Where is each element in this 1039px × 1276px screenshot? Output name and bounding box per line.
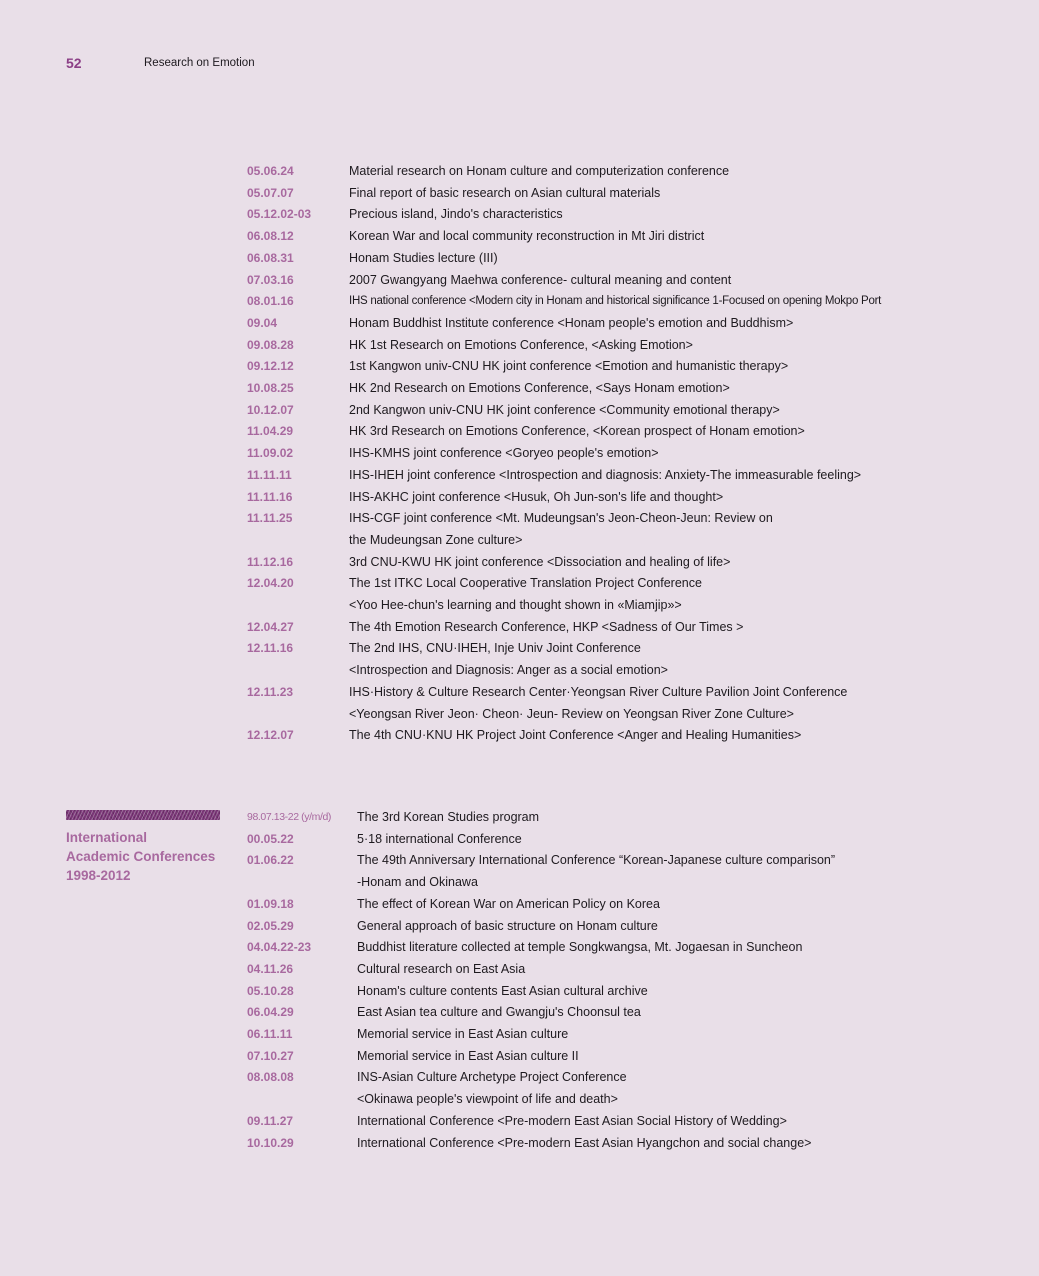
entry-title — [349, 725, 801, 747]
entry-date: 09.04 — [247, 315, 278, 330]
conference-entry — [247, 226, 881, 248]
entry-title-line: IHS-IHEH joint conference <Introspection and diagnosis: Anxiety-The immeasurable feeling> — [349, 467, 862, 482]
conference-entry — [247, 850, 835, 893]
conference-entry — [247, 1133, 835, 1155]
entry-date: 06.04.29 — [247, 1005, 294, 1020]
entry-date: 05.12.02-03 — [247, 207, 312, 222]
entry-title-line: 2nd Kangwon univ-CNU HK joint conference <Community emotional therapy> — [349, 402, 780, 417]
conference-entry — [247, 981, 835, 1003]
entry-title — [357, 850, 835, 893]
entry-title — [349, 682, 847, 725]
conference-entry — [247, 807, 835, 829]
entry-title-line: Material research on Honam culture and computerization conference — [349, 164, 730, 178]
entry-date: 11.11.16 — [247, 489, 293, 504]
entry-title-line: INS-Asian Culture Archetype Project Conference — [357, 1070, 627, 1085]
entry-title-line: Final report of basic research on Asian cultural materials — [349, 185, 661, 200]
entry-date: 11.12.16 — [247, 554, 294, 569]
entry-title — [349, 617, 743, 639]
entry-title-line: Precious island, Jindo's characteristics — [349, 207, 563, 222]
entry-date: 09.12.12 — [247, 359, 294, 374]
entry-title-line: IHS-AKHC joint conference <Husuk, Oh Jun-son's life and thought> — [349, 489, 724, 504]
conference-entry — [247, 725, 881, 747]
entry-title — [357, 1111, 787, 1133]
entry-date: 06.08.31 — [247, 250, 294, 265]
conference-entry — [247, 1111, 835, 1133]
conference-entry — [247, 204, 881, 226]
entry-title — [357, 1002, 641, 1024]
conference-entry — [247, 356, 881, 378]
entry-title — [357, 1024, 568, 1046]
conference-entry — [247, 617, 881, 639]
entry-title-line: 2007 Gwangyang Maehwa conference- cultural meaning and content — [349, 272, 732, 287]
entry-date: 09.08.28 — [247, 337, 294, 352]
entry-title — [357, 829, 522, 851]
entry-title — [357, 807, 539, 829]
entry-date: 10.12.07 — [247, 402, 294, 417]
entry-date: 01.09.18 — [247, 896, 294, 911]
entry-title — [349, 443, 659, 465]
entry-title-line: General approach of basic structure on Honam culture — [357, 918, 658, 933]
domestic-conference-list — [247, 161, 881, 747]
entry-title-line: <Yoo Hee-chun's learning and thought shown in «Miamjip»> — [349, 598, 682, 613]
entry-date: 05.07.07 — [247, 185, 294, 200]
entry-date: 12.11.23 — [247, 684, 294, 699]
conference-entry — [247, 1067, 835, 1110]
conference-entry — [247, 270, 881, 292]
entry-title — [349, 356, 788, 378]
conference-entry — [247, 894, 835, 916]
conference-entry — [247, 487, 881, 509]
entry-title-line: Honam's culture contents East Asian cultural archive — [357, 983, 648, 998]
entry-title-line: Honam Buddhist Institute conference <Honam people's emotion and Buddhism> — [349, 315, 794, 330]
entry-title-line: IHS national conference <Modern city in Honam and historical significance 1-Focused on opening Mokpo Port — [349, 295, 882, 308]
entry-date: 01.06.22 — [247, 853, 294, 868]
conference-entry — [247, 248, 881, 270]
entry-title-line: The 4th Emotion Research Conference, HKP <Sadness of Our Times > — [349, 619, 744, 634]
entry-title-line: IHS-KMHS joint conference <Goryeo people's emotion> — [349, 446, 659, 461]
entry-date: 04.11.26 — [247, 961, 294, 976]
entry-title — [349, 248, 498, 270]
conference-entry — [247, 1024, 835, 1046]
entry-title-line: <Okinawa people's viewpoint of life and death> — [357, 1092, 618, 1107]
entry-title-line: HK 1st Research on Emotions Conference, <Asking Emotion> — [349, 337, 693, 352]
entry-title — [349, 204, 563, 226]
entry-title-line: The 1st ITKC Local Cooperative Translation Project Conference — [349, 576, 702, 591]
entry-date: 06.11.11 — [247, 1027, 293, 1042]
entry-title — [349, 573, 702, 616]
entry-date: 07.03.16 — [247, 272, 294, 287]
entry-title-line: HK 2nd Research on Emotions Conference, <Says Honam emotion> — [349, 381, 730, 396]
entry-date: 10.08.25 — [247, 381, 294, 396]
entry-date: 05.10.28 — [247, 983, 294, 998]
entry-title — [349, 270, 731, 292]
conference-entry — [247, 552, 881, 574]
conference-entry — [247, 443, 881, 465]
entry-title-line: The 3rd Korean Studies program — [357, 810, 540, 824]
conference-entry — [247, 508, 881, 551]
entry-title — [357, 959, 525, 981]
page-number: 52 — [66, 55, 82, 71]
entry-date: 11.11.25 — [247, 511, 293, 526]
conference-entry — [247, 959, 835, 981]
conference-entry — [247, 400, 881, 422]
conference-entry — [247, 465, 881, 487]
conference-entry — [247, 638, 881, 681]
conference-entry — [247, 1002, 835, 1024]
section-heading-line: 1998-2012 — [66, 868, 131, 883]
running-title: Research on Emotion — [144, 57, 255, 69]
entry-date: 11.09.02 — [247, 446, 294, 461]
conference-entry — [247, 313, 881, 335]
entry-date: 12.04.27 — [247, 619, 294, 634]
entry-title — [349, 487, 723, 509]
entry-title — [349, 335, 693, 357]
entry-title — [349, 183, 660, 205]
section-heading-line: International — [66, 830, 148, 845]
entry-title-line: The 2nd IHS, CNU·IHEH, Inje Univ Joint Conference — [349, 641, 641, 656]
entry-title — [357, 937, 802, 959]
entry-title-line: IHS·History & Culture Research Center·Yeongsan River Culture Pavilion Joint Conference — [349, 684, 848, 699]
entry-date: 08.08.08 — [247, 1070, 294, 1085]
entry-title-line: IHS-CGF joint conference <Mt. Mudeungsan's Jeon-Cheon-Jeun: Review on — [349, 511, 773, 526]
entry-title-line: 3rd CNU-KWU HK joint conference <Dissociation and healing of life> — [349, 554, 731, 569]
entry-title-line: Cultural research on East Asia — [357, 961, 526, 976]
entry-title-line: 5·18 international Conference — [357, 831, 522, 846]
entry-title-line: Korean War and local community reconstruction in Mt Jiri district — [349, 229, 705, 244]
section-heading-line: Academic Conferences — [66, 849, 216, 864]
entry-date: 00.05.22 — [247, 831, 294, 846]
entry-date: 06.08.12 — [247, 229, 294, 244]
entry-title-line: Memorial service in East Asian culture — [357, 1027, 569, 1042]
entry-title — [349, 400, 780, 422]
entry-date: 12.12.07 — [247, 728, 294, 743]
conference-entry — [247, 937, 835, 959]
entry-title-line: International Conference <Pre-modern East Asian Social History of Wedding> — [357, 1113, 787, 1128]
entry-title — [349, 161, 729, 183]
conference-entry — [247, 183, 881, 205]
entry-date: 12.11.16 — [247, 641, 294, 656]
entry-title-line: The 4th CNU·KNU HK Project Joint Conference <Anger and Healing Humanities> — [349, 728, 802, 743]
entry-title — [349, 508, 773, 551]
conference-entry — [247, 291, 881, 313]
international-conference-list — [247, 807, 835, 1154]
entry-title-line: International Conference <Pre-modern East Asian Hyangchon and social change> — [357, 1135, 812, 1150]
entry-title — [349, 313, 793, 335]
entry-title-line: Memorial service in East Asian culture II — [357, 1048, 579, 1063]
conference-entry — [247, 335, 881, 357]
entry-title-line: Honam Studies lecture (III) — [349, 250, 498, 265]
section-heading — [66, 828, 226, 885]
entry-title-line: The 49th Anniversary International Conference “Korean-Japanese culture comparison” — [357, 853, 836, 868]
entry-date: 11.11.11 — [247, 467, 292, 482]
entry-title — [349, 378, 730, 400]
entry-date: 04.04.22-23 — [247, 940, 312, 955]
entry-date: 10.10.29 — [247, 1135, 294, 1150]
conference-entry — [247, 1046, 835, 1068]
entry-date: 07.10.27 — [247, 1048, 294, 1063]
entry-date: 05.06.24 — [247, 164, 294, 178]
entry-title — [349, 465, 861, 487]
entry-title — [357, 1133, 811, 1155]
entry-title — [349, 552, 730, 574]
entry-date: 02.05.29 — [247, 918, 294, 933]
conference-entry — [247, 829, 835, 851]
entry-title — [349, 226, 704, 248]
entry-date: 98.07.13-22 (y/m/d) — [247, 811, 332, 823]
entry-title-line: <Yeongsan River Jeon· Cheon· Jeun- Review on Yeongsan River Zone Culture> — [349, 706, 794, 721]
entry-title — [357, 916, 658, 938]
conference-entry — [247, 161, 881, 183]
entry-title — [357, 1067, 627, 1110]
entry-title — [357, 894, 660, 916]
conference-entry — [247, 916, 835, 938]
entry-title-line: the Mudeungsan Zone culture> — [349, 532, 523, 547]
entry-title — [349, 291, 881, 313]
international-section-label — [66, 810, 226, 885]
conference-entry — [247, 573, 881, 616]
entry-title-line: <Introspection and Diagnosis: Anger as a social emotion> — [349, 663, 668, 678]
entry-title-line: East Asian tea culture and Gwangju's Choonsul tea — [357, 1005, 641, 1020]
entry-title-line: Buddhist literature collected at temple Songkwangsa, Mt. Jogaesan in Suncheon — [357, 940, 803, 955]
entry-title-line: HK 3rd Research on Emotions Conference, <Korean prospect of Honam emotion> — [349, 424, 805, 439]
conference-entry — [247, 378, 881, 400]
section-marker-bar — [66, 810, 220, 820]
entry-date: 12.04.20 — [247, 576, 294, 591]
conference-entry — [247, 421, 881, 443]
entry-title — [349, 638, 668, 681]
entry-date: 08.01.16 — [247, 294, 294, 309]
entry-title-line: 1st Kangwon univ-CNU HK joint conference <Emotion and humanistic therapy> — [349, 359, 789, 374]
entry-date: 09.11.27 — [247, 1113, 294, 1128]
entry-title — [357, 981, 648, 1003]
entry-title — [349, 421, 805, 443]
entry-title-line: -Honam and Okinawa — [357, 875, 478, 890]
conference-entry — [247, 682, 881, 725]
entry-date: 11.04.29 — [247, 424, 294, 439]
entry-title-line: The effect of Korean War on American Policy on Korea — [357, 896, 660, 911]
entry-title — [357, 1046, 579, 1068]
